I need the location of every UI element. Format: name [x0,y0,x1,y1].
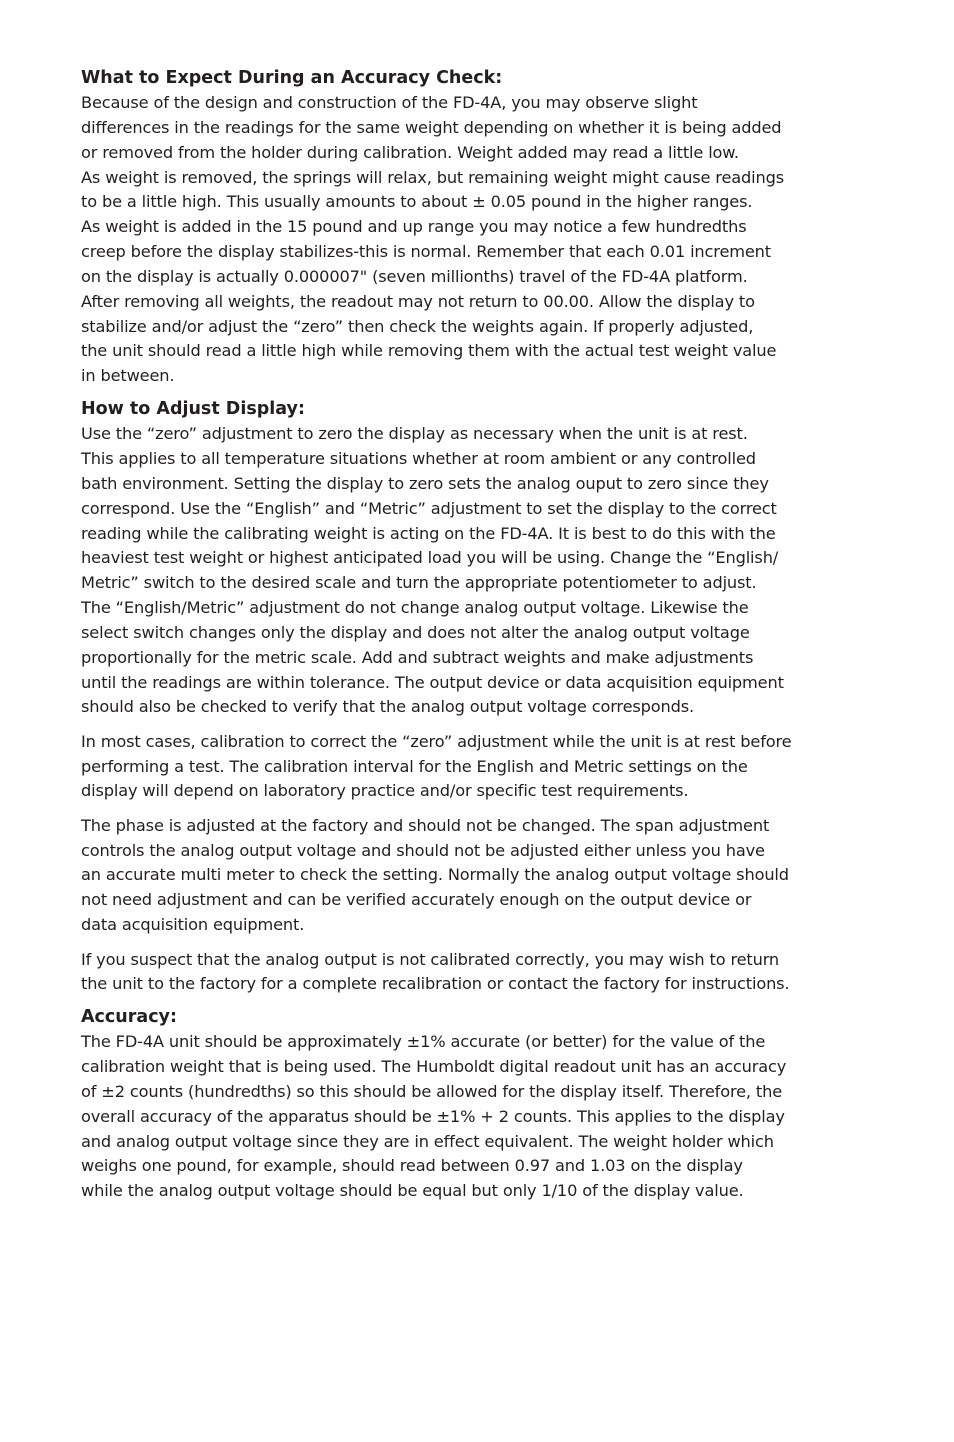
text-line: on the display is actually 0.000007" (seven millionths) travel of the FD-4A platform. [81,266,748,286]
text-line: bath environment. Setting the display to zero sets the analog ouput to zero since they [81,473,769,493]
section-accuracy [81,1005,889,1204]
text-line: to be a little high. This usually amounts to about ± 0.05 pound in the higher ranges. [81,192,753,212]
text-line: If you suspect that the analog output is not calibrated correctly, you may wish to return [81,949,780,969]
text-line: of ±2 counts (hundredths) so this should be allowed for the display itself. Therefore, the [81,1081,783,1101]
text-line: select switch changes only the display and does not alter the analog output voltage [81,622,750,642]
paragraph [81,422,889,720]
text-line: calibration weight that is being used. The Humboldt digital readout unit has an accuracy [81,1057,787,1077]
text-line: The phase is adjusted at the factory and should not be changed. The span adjustment [81,815,770,835]
paragraph [81,1030,889,1204]
section-heading: How to Adjust Display: [81,399,305,420]
text-line: As weight is removed, the springs will relax, but remaining weight might cause readings [81,167,785,187]
text-line: differences in the readings for the same weight depending on whether it is being added [81,117,782,137]
text-line: In most cases, calibration to correct the “zero” adjustment while the unit is at rest before [81,731,792,751]
text-line: until the readings are within tolerance. The output device or data acquisition equipment [81,672,784,692]
text-line: controls the analog output voltage and should not be adjusted either unless you have [81,840,765,860]
text-line: proportionally for the metric scale. Add and subtract weights and make adjustments [81,647,754,667]
paragraph [81,948,889,998]
text-line: should also be checked to verify that the analog output voltage corresponds. [81,697,695,717]
section-heading: What to Expect During an Accuracy Check: [81,68,503,88]
text-line: an accurate multi meter to check the setting. Normally the analog output voltage should [81,865,789,885]
text-line: data acquisition equipment. [81,915,305,935]
text-line: overall accuracy of the apparatus should be ±1% + 2 counts. This applies to the display [81,1106,785,1126]
paragraph [81,91,889,389]
text-line: As weight is added in the 15 pound and up range you may notice a few hundredths [81,217,747,237]
text-line: performing a test. The calibration interval for the English and Metric settings on the [81,756,748,776]
text-line: display will depend on laboratory practice and/or specific test requirements. [81,781,689,801]
text-line: the unit should read a little high while removing them with the actual test weight value [81,341,777,361]
text-line: and analog output voltage since they are in effect equivalent. The weight holder which [81,1131,774,1151]
text-line: the unit to the factory for a complete recalibration or contact the factory for instructions. [81,974,790,994]
section-accuracy-check [81,66,889,389]
section-adjust-display [81,397,889,997]
text-line: or removed from the holder during calibration. Weight added may read a little low. [81,142,739,162]
text-line: The FD-4A unit should be approximately ±1% accurate (or better) for the value of the [81,1032,766,1052]
text-line: heaviest test weight or highest anticipated load you will be using. Change the “English/ [81,548,779,568]
text-line: reading while the calibrating weight is acting on the FD-4A. It is best to do this with the [81,523,776,543]
text-line: The “English/Metric” adjustment do not change analog output voltage. Likewise the [81,598,749,618]
text-line: Use the “zero” adjustment to zero the display as necessary when the unit is at rest. [81,424,748,444]
text-line: creep before the display stabilizes-this is normal. Remember that each 0.01 increment [81,242,771,262]
text-line: This applies to all temperature situations whether at room ambient or any controlled [81,448,756,468]
text-line: weighs one pound, for example, should read between 0.97 and 1.03 on the display [81,1156,743,1176]
text-line: After removing all weights, the readout may not return to 00.00. Allow the display to [81,291,755,311]
text-line: Because of the design and construction of the FD-4A, you may observe slight [81,93,698,112]
paragraph [81,814,889,938]
section-heading: Accuracy: [81,1007,177,1028]
text-line: correspond. Use the “English” and “Metric” adjustment to set the display to the correct [81,498,777,518]
text-line: stabilize and/or adjust the “zero” then check the weights again. If properly adjusted, [81,316,754,336]
paragraph [81,730,889,805]
document-page [81,66,889,1204]
text-line: while the analog output voltage should be equal but only 1/10 of the display value. [81,1181,744,1201]
text-line: Metric” switch to the desired scale and turn the appropriate potentiometer to adjust. [81,573,757,593]
text-line: not need adjustment and can be verified accurately enough on the output device or [81,890,752,910]
text-line: in between. [81,366,175,386]
